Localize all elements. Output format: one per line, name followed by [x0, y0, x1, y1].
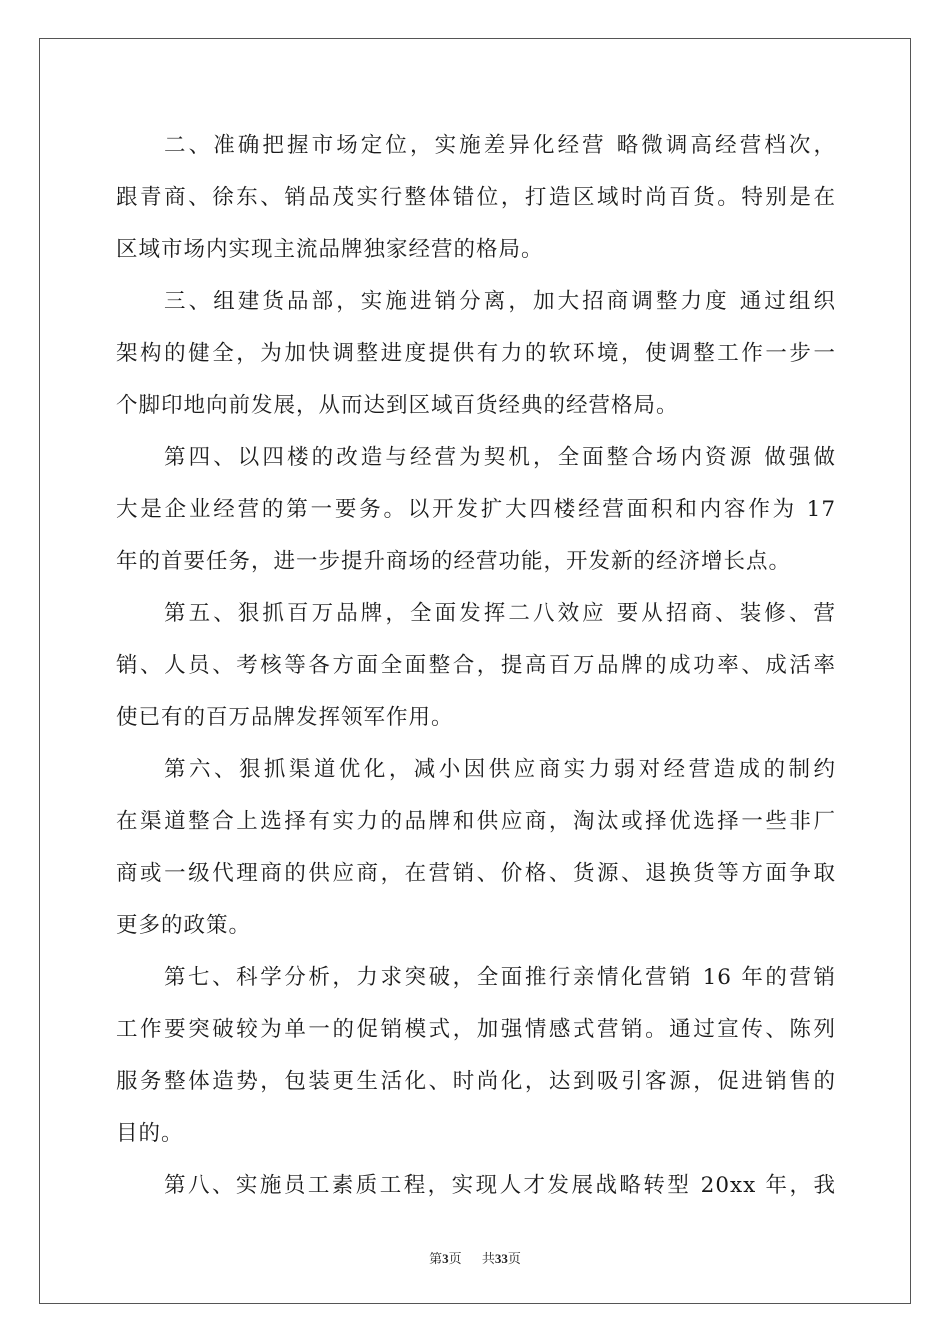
paragraph-3	[116, 432, 836, 588]
total-indicator	[482, 1252, 521, 1267]
text-line: 二、准确把握市场定位，实施差异化经营 略微调高经营档次，	[164, 133, 836, 158]
text-line: 第五、狠抓百万品牌，全面发挥二八效应 要从招商、装修、营	[164, 601, 836, 626]
text-line: 服务整体造势，包装更生活化、时尚化，达到吸引客源，促进销售的	[116, 1069, 836, 1094]
text-line: 第八、实施员工素质工程，实现人才发展战略转型 20xx 年，我	[164, 1173, 836, 1198]
paragraph-5	[116, 744, 836, 952]
text-line: 目的。	[116, 1121, 184, 1146]
paragraph-4	[116, 588, 836, 744]
text-line: 更多的政策。	[116, 913, 252, 938]
text-line: 年的首要任务，进一步提升商场的经营功能，开发新的经济增长点。	[116, 549, 792, 574]
text-line: 大是企业经营的第一要务。以开发扩大四楼经营面积和内容作为 17	[116, 497, 836, 522]
page-number: 3	[442, 1251, 449, 1266]
text-line: 商或一级代理商的供应商，在营销、价格、货源、退换货等方面争取	[116, 861, 836, 886]
paragraph-7	[116, 1160, 836, 1212]
text-line: 跟青商、徐东、销品茂实行整体错位，打造区域时尚百货。特别是在	[116, 185, 836, 210]
total-label: 共	[481, 1252, 495, 1267]
text-line: 第四、以四楼的改造与经营为契机，全面整合场内资源 做强做	[164, 445, 836, 470]
text-line: 区域市场内实现主流品牌独家经营的格局。	[116, 237, 544, 262]
page-indicator	[429, 1252, 462, 1267]
text-line: 架构的健全，为加快调整进度提供有力的软环境，使调整工作一步一	[116, 341, 836, 366]
text-line: 个脚印地向前发展，从而达到区域百货经典的经营格局。	[116, 393, 679, 418]
paragraph-2	[116, 276, 836, 432]
total-pages: 33	[494, 1251, 508, 1266]
total-unit: 页	[507, 1252, 521, 1267]
page-label: 第	[429, 1252, 443, 1267]
text-line: 第七、科学分析，力求突破，全面推行亲情化营销 16 年的营销	[164, 965, 836, 990]
text-line: 工作要突破较为单一的促销模式，加强情感式营销。通过宣传、陈列	[116, 1017, 836, 1042]
page-footer	[0, 1248, 950, 1267]
text-line: 销、人员、考核等各方面全面整合，提高百万品牌的成功率、成活率	[116, 653, 836, 678]
text-line: 三、组建货品部，实施进销分离，加大招商调整力度 通过组织	[164, 289, 836, 314]
text-line: 使已有的百万品牌发挥领军作用。	[116, 705, 454, 730]
page-unit: 页	[448, 1252, 462, 1267]
document-body	[116, 120, 836, 1212]
text-line: 在渠道整合上选择有实力的品牌和供应商，淘汰或择优选择一些非厂	[116, 809, 836, 834]
paragraph-1	[116, 120, 836, 276]
text-line: 第六、狠抓渠道优化，减小因供应商实力弱对经营造成的制约	[164, 757, 836, 782]
paragraph-6	[116, 952, 836, 1160]
